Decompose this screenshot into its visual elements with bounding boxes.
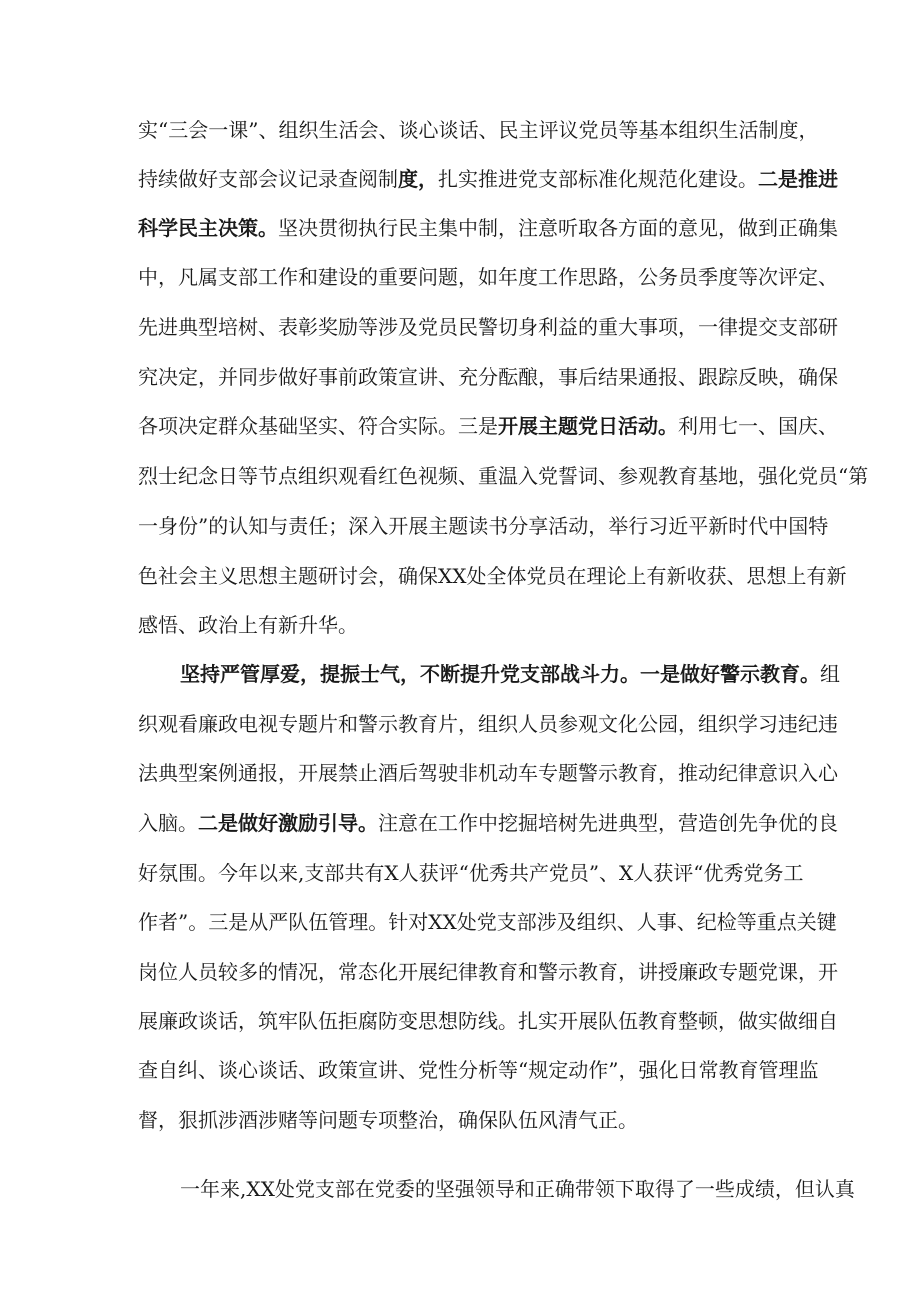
text-line [138,605,798,645]
text-run: 法典型案例通报，开展禁止酒后驾驶非机动车专题警示教育，推动纪律意识入心 [138,761,838,785]
bold-text-run: 开展主题党日活动。 [498,414,678,438]
text-line [138,406,838,446]
text-run: 利用七一、国庆、 [678,414,838,438]
text-line [180,654,840,694]
text-run: 注意在工作中挖掘培树先进典型，营造创先争优的良 [378,811,838,835]
text-line [138,556,847,596]
text-run: 好氛围。今年以来,支部共有X人获评“优秀共产党员”、X人获评“优秀党务工 [138,861,804,885]
text-run: 先进典型培树、表彰奖励等涉及党员民警切身利益的重大事项，一律提交支部研 [138,315,838,339]
text-run: 感悟、政治上有新升华。 [138,613,358,637]
text-run: 入脑。 [138,811,198,835]
text-line [138,853,804,893]
text-run: 展廉政谈话，筑牢队伍拒腐防变思想防线。扎实开展队伍教育整顿，做实做细自 [138,1009,838,1033]
text-line [180,1169,855,1209]
text-run: 织观看廉政电视专题片和警示教育片，组织人员参观文化公园，组织学习违纪违 [138,712,838,736]
text-run: 色社会主义思想主题研讨会，确保XX处全体党员在理论上有新收获、思想上有新 [138,564,847,588]
text-line [138,357,838,397]
text-line [138,208,838,248]
text-line [138,1050,819,1090]
text-run: 坚决贯彻执行民主集中制，注意听取各方面的意见，做到正确集 [278,216,838,240]
text-run: 持续做好支部会议记录查阅制 [138,167,398,191]
text-line [138,1001,838,1041]
text-run: 烈士纪念日等节点组织观看红色视频、重温入党誓词、参观教育基地，强化党员“第 [138,464,869,488]
text-line [138,704,838,744]
text-line [138,257,838,297]
text-line [138,456,869,496]
bold-text-run: 二是做好激励引导。 [198,811,378,835]
text-run: 查自纠、谈心谈话、政策宣讲、党性分析等“规定动作”，强化日常教育管理监 [138,1058,819,1082]
text-line [138,753,838,793]
text-line [138,159,838,199]
text-run: 一年来,XX处党支部在党委的坚强领导和正确带领下取得了一些成绩，但认真 [180,1177,855,1201]
text-line [138,803,838,843]
text-run: 组 [820,662,840,686]
text-run: 岗位人员较多的情况，常态化开展纪律教育和警示教育，讲授廉政专题党课，开 [138,960,838,984]
text-line [138,902,837,942]
text-run: 中，凡属支部工作和建设的重要问题，如年度工作思路，公务员季度等次评定、 [138,265,838,289]
text-run: 督，狠抓涉酒涉赌等问题专项整治，确保队伍风清气正。 [138,1108,638,1132]
text-line [138,110,819,150]
text-run: 各项决定群众基础坚实、符合实际。三是 [138,414,498,438]
text-run: 作者”。三是从严队伍管理。针对XX处党支部涉及组织、人事、纪检等重点关键 [138,910,837,934]
bold-text-run: 度， [398,167,438,191]
text-line [138,307,838,347]
text-run: 实“三会一课”、组织生活会、谈心谈话、民主评议党员等基本组织生活制度， [138,118,819,142]
bold-text-run: 坚持严管厚爱，提振士气，不断提升党支部战斗力。一是做好警示教育。 [180,662,820,686]
text-line [138,506,829,546]
text-run: 究决定，并同步做好事前政策宣讲、充分酝酿，事后结果通报、跟踪反映，确保 [138,365,838,389]
bold-text-run: 科学民主决策。 [138,216,278,240]
text-line [138,1100,798,1140]
text-run: 一身份”的认知与责任；深入开展主题读书分享活动，举行习近平新时代中国特 [138,514,829,538]
text-run: 扎实推进党支部标准化规范化建设。 [438,167,758,191]
text-line [138,952,838,992]
bold-text-run: 二是推进 [758,167,838,191]
